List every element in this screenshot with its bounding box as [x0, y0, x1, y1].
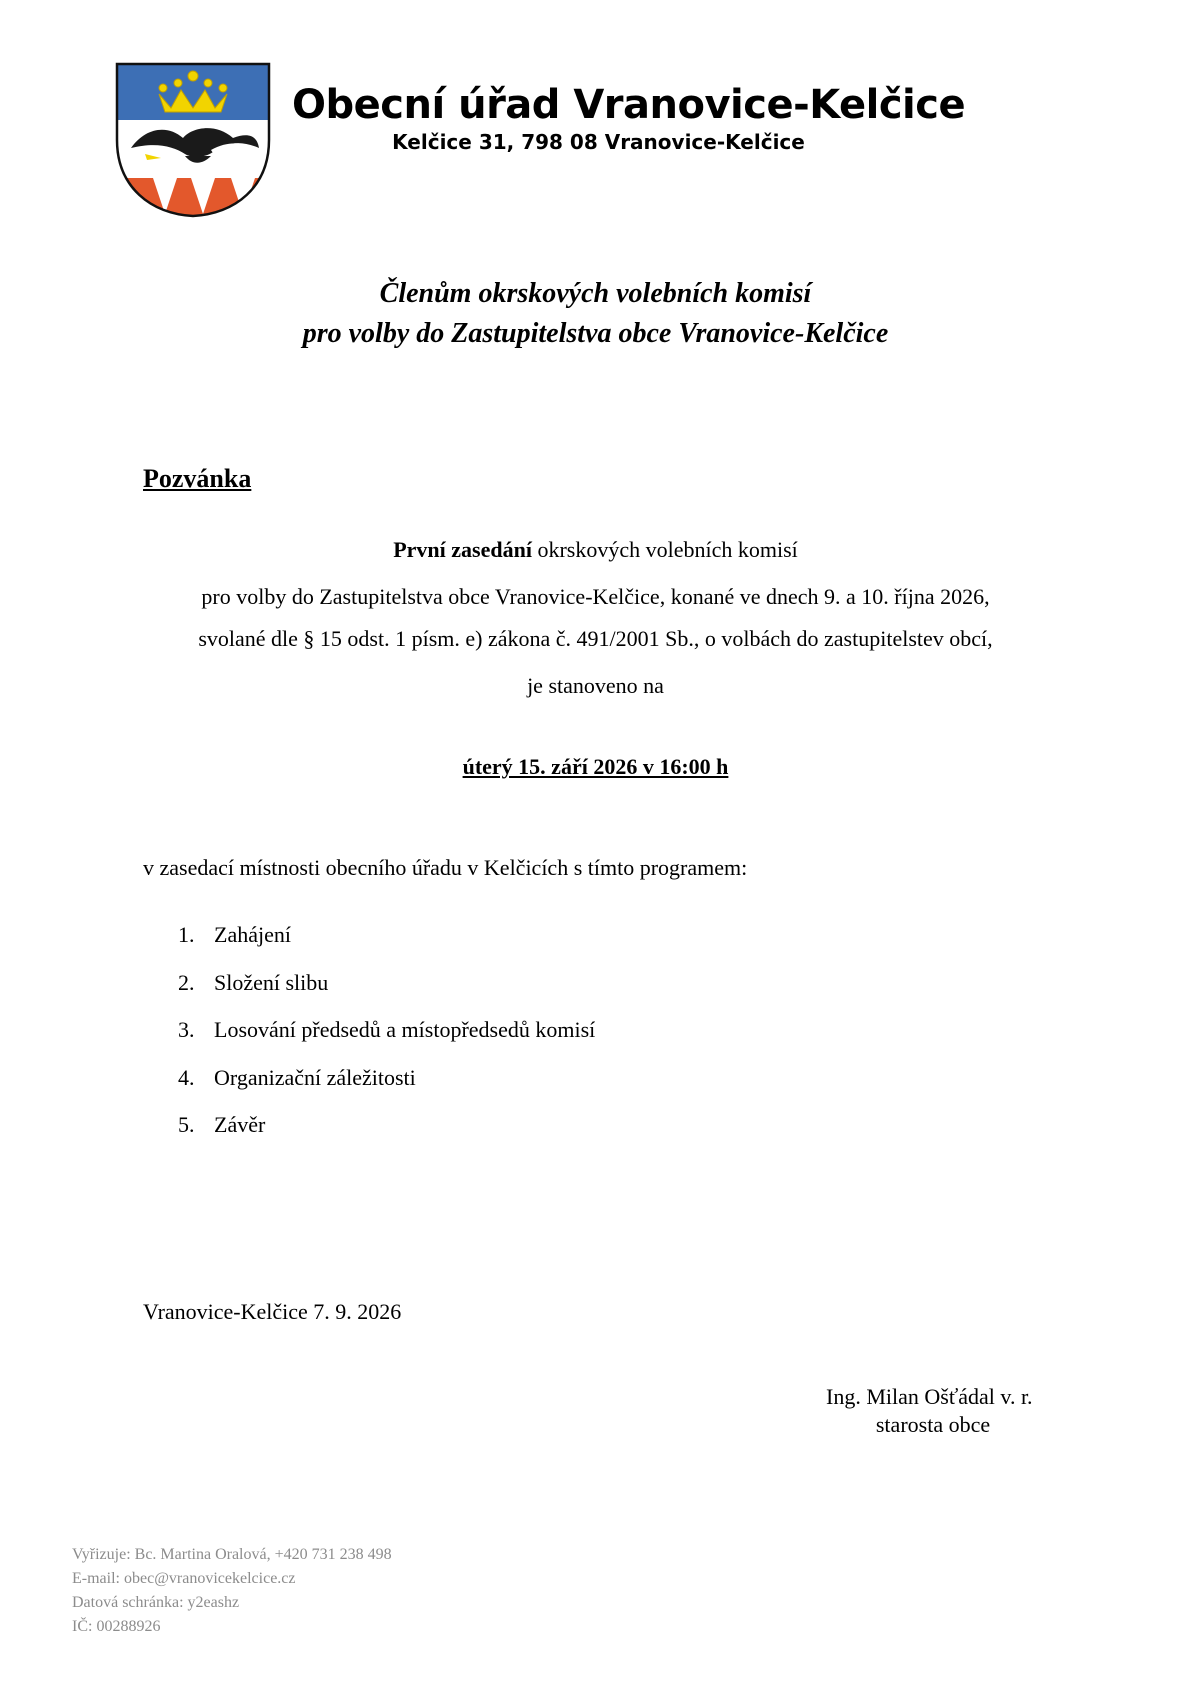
footer-contact-person: Vyřizuje: Bc. Martina Oralová, +420 731 238 498 — [72, 1546, 392, 1563]
office-address: Kelčice 31, 798 08 Vranovice-Kelčice — [392, 130, 805, 154]
meeting-venue: v zasedací místnosti obecního úřadu v Kelčicích s tímto programem: — [143, 855, 748, 880]
election-dates-line: pro volby do Zastupitelstva obce Vranovice-Kelčice, konané ve dnech 9. a 10. října 2026, — [201, 584, 990, 609]
agenda-item — [178, 1065, 595, 1113]
meeting-datetime: úterý 15. září 2026 v 16:00 h — [462, 754, 729, 779]
heading-recipients: Členům okrskových volebních komisí — [379, 278, 812, 309]
agenda-item-text: Losování předsedů a místopředsedů komisí — [214, 1017, 596, 1042]
footer-databox: Datová schránka: y2eashz — [72, 1594, 240, 1611]
office-name: Obecní úřad Vranovice-Kelčice — [292, 82, 966, 128]
agenda-item — [178, 970, 595, 1018]
agenda-item-text: Závěr — [214, 1112, 266, 1137]
signatory-role: starosta obce — [875, 1412, 991, 1437]
footer-ico: IČ: 00288926 — [72, 1618, 161, 1635]
agenda-item — [178, 1112, 595, 1160]
agenda-item-number: 4. — [178, 1064, 195, 1090]
invitation-title: Pozvánka — [143, 464, 252, 493]
scheduled-line: je stanoveno na — [527, 673, 664, 698]
agenda-list — [178, 922, 595, 1160]
agenda-item-number: 3. — [178, 1017, 195, 1042]
agenda-item-number: 5. — [178, 1112, 195, 1137]
footer-email: E-mail: obec@vranovicekelcice.cz — [72, 1570, 296, 1587]
agenda-item-number: 1. — [178, 922, 195, 947]
first-session-bold: První zasedání — [393, 537, 532, 562]
first-session-line — [0, 537, 1191, 563]
footer-contacts — [72, 1543, 392, 1639]
place-and-date: Vranovice-Kelčice 7. 9. 2026 — [143, 1299, 402, 1324]
agenda-item — [178, 1017, 595, 1065]
agenda-item — [178, 922, 595, 970]
agenda-item-number: 2. — [178, 969, 195, 995]
heading-election: pro volby do Zastupitelstva obce Vranovice-Kelčice — [302, 318, 889, 349]
agenda-item-text: Složení slibu — [214, 969, 329, 995]
signatory-name: Ing. Milan Ošťádal v. r. — [826, 1384, 1033, 1409]
agenda-item-text: Organizační záležitosti — [214, 1064, 416, 1090]
agenda-item-text: Zahájení — [214, 922, 291, 947]
first-session-rest: okrskových volebních komisí — [531, 537, 798, 562]
legal-basis-line: svolané dle § 15 odst. 1 písm. e) zákona č. 491/2001 Sb., o volbách do zastupitelstev obcí, — [198, 626, 993, 651]
